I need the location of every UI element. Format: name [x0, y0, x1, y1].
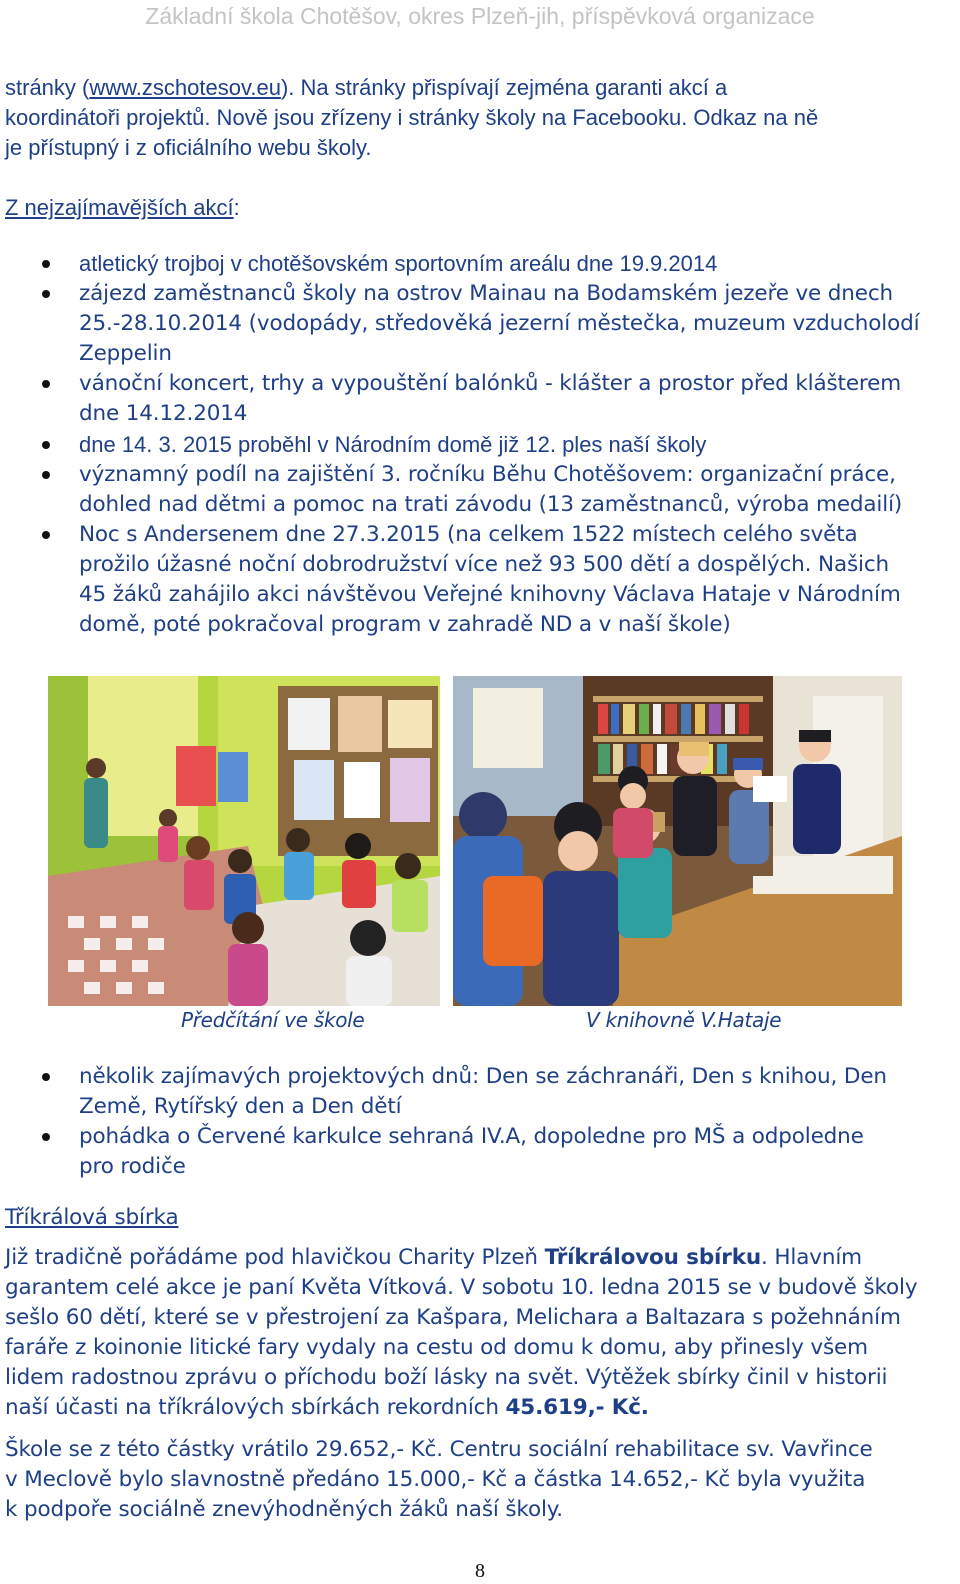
page-header: Základní škola Chotěšov, okres Plzeň-jih, příspěvková organizace [145, 3, 815, 29]
list-item: vánoční koncert, trhy a vypouštění balónků - klášter a prostor před klášterem dne 14.12.2014 [0, 369, 960, 429]
bullet-icon [42, 290, 50, 298]
bullet-icon [42, 441, 50, 449]
photo-caption-school: Předčítání ve škole [181, 1008, 365, 1032]
bold-term: Tříkrálovou sbírku [544, 1245, 762, 1270]
section-heading-sbirka: Tříkrálová sbírka [5, 1205, 179, 1230]
intro-line-1: stránky (www.zschotesov.eu). Na stránky přispívají zejména garanti akcí a [5, 75, 728, 100]
bold-amount: 45.619,- Kč. [505, 1395, 649, 1421]
list-item: atletický trojboj v chotěšovském sportovním areálu dne 19.9.2014 [0, 249, 960, 279]
photo-reading-in-school [48, 676, 440, 1006]
page-number: 8 [475, 1560, 485, 1582]
list-item: zájezd zaměstnanců školy na ostrov Mainau na Bodamském jezeře ve dnech 25.-28.10.2014 (vodopády, středověká jezerní městečka, muzeum vzducholodí Zeppelin [0, 279, 960, 369]
list-item: pohádka o Červené karkulce sehraná IV.A, dopoledne pro MŠ a odpoledne pro rodiče [0, 1122, 960, 1182]
intro-paragraph [5, 73, 957, 163]
website-link[interactable]: www.zschotesov.eu [89, 75, 281, 100]
photo-library-visit [453, 676, 902, 1006]
events-list [0, 249, 960, 640]
intro-line-2: koordinátoři projektů. Nově jsou zřízeny i stránky školy na Facebooku. Odkaz na ně [5, 105, 819, 131]
list-item: Noc s Andersenem dne 27.3.2015 (na celkem 1522 místech celého světa prožilo úžasné noční dobrodružství více než 93 500 dětí a dospělých. Našich 45 žáků zahájilo akci návštěvou Veřejné knihovny Václava Hataje v Národním domě, poté pokračoval program v zahradě ND a v naší škole) [0, 520, 960, 640]
intro-line-3: je přístupný i z oficiálního webu školy. [5, 135, 372, 161]
list-item: dne 14. 3. 2015 proběhl v Národním domě již 12. ples naší školy [0, 430, 960, 460]
sbirka-paragraph-2: Škole se z této částky vrátilo 29.652,- Kč. Centru sociální rehabilitace sv. Vavřince v Meclově bylo slavnostně předáno 15.000,- Kč a částka 14.652,- Kč byla využita k podpoře sociálně znevýhodněných žáků naší školy. [5, 1437, 873, 1523]
bullet-icon [42, 1133, 50, 1141]
events-list-continued [0, 1062, 960, 1182]
bullet-icon [42, 260, 50, 268]
bullet-icon [42, 471, 50, 479]
list-item: několik zajímavých projektových dnů: Den se záchranáři, Den s knihou, Den Země, Rytířský den a Den dětí [0, 1062, 960, 1122]
photo-caption-library: V knihovně V.Hataje [586, 1008, 782, 1032]
list-item: významný podíl na zajištění 3. ročníku Běhu Chotěšovem: organizační práce, dohled nad dětmi a pomoc na trati závodu (13 zaměstnanců, výroba medailí) [0, 460, 960, 520]
bullet-icon [42, 531, 50, 539]
events-heading: Z nejzajímavějších akcí: [5, 195, 240, 220]
bullet-icon [42, 1073, 50, 1081]
sbirka-paragraph-1: Již tradičně pořádáme pod hlavičkou Charity Plzeň Tříkrálovou sbírku. Hlavním garantem celé akce je paní Květa Vítková. V sobotu 10. ledna 2015 se v budově školy sešlo 60 dětí, které se v přestrojení za Kašpara, Melichara a Baltazara s požehnáním faráře z koinonie litické fary vydaly na cestu od domu k domu, aby přinesly všem lidem radostnou zprávu o příchodu boží lásky na svět. Výtěžek sbírky činil v historii naší účasti na tříkrálových sbírkách rekordních 45.619,- Kč. [5, 1245, 918, 1421]
bullet-icon [42, 380, 50, 388]
